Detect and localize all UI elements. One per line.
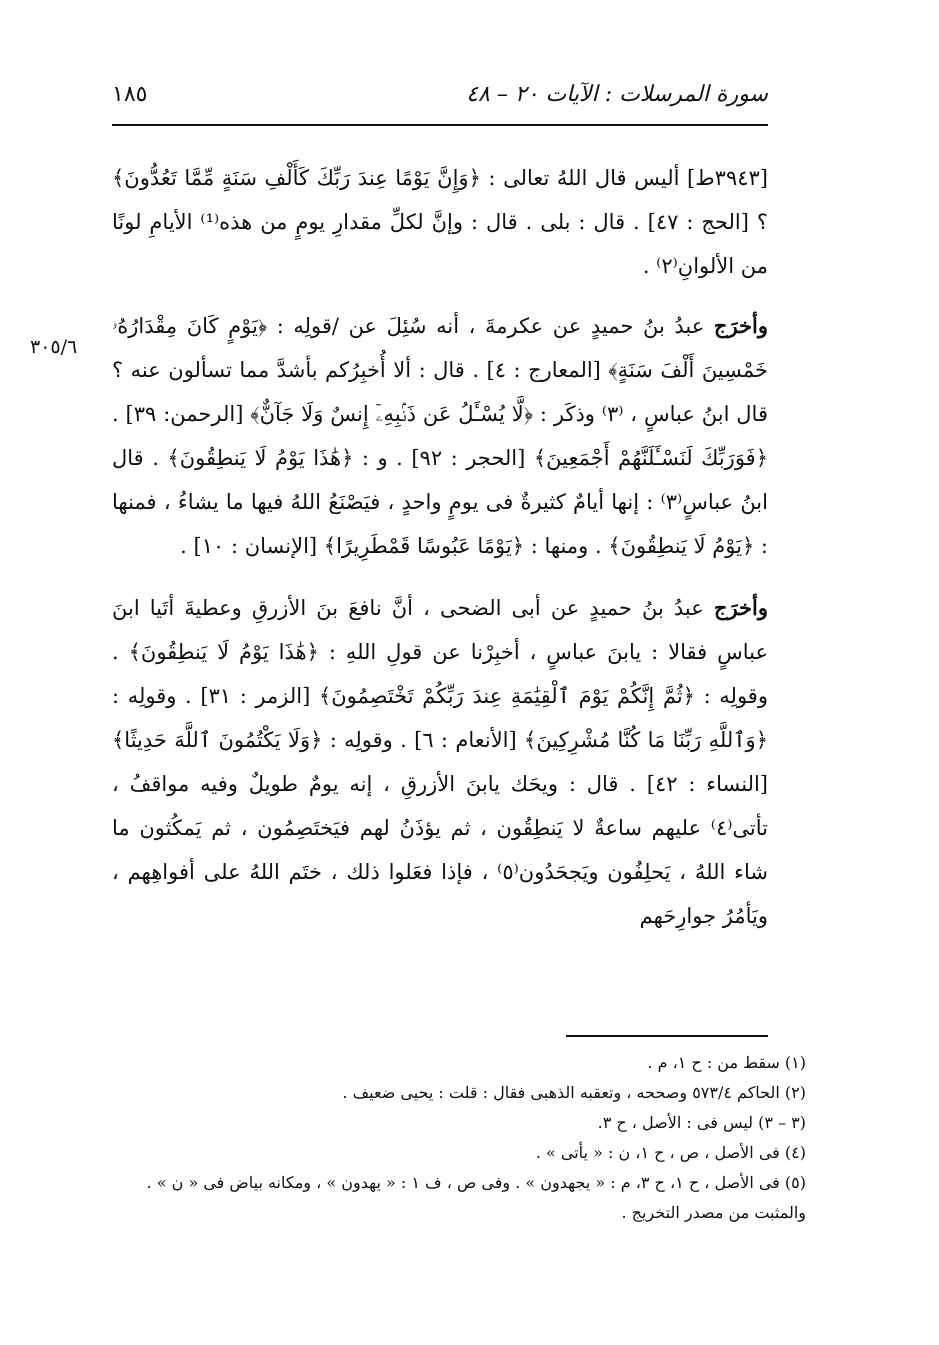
paragraph-2 xyxy=(112,304,768,568)
paragraph-text: [٣٩٤٣ط] أليس قال اللهُ تعالى : ﴿وَإِنَّ يَوْمًا عِندَ رَبِّكَ كَأَلْفِ سَنَةٍ مِّمَّا تَعُدُّونَ﴾ ؟ [الحج : ٤٧] . قال : بلى . قال : وإنَّ لكلِّ مقدارِ يومٍ من هذه⁽¹⁾ الأيامِ لونًا من الألوانِ⁽٢⁾ . xyxy=(112,166,768,278)
paragraph-text: عبدُ بنُ حميدٍ عن أبى الضحى ، أنَّ نافعَ بنَ الأزرقِ وعطيةَ أتَيا ابنَ عباسٍ فقالا : يابنَ عباسٍ ، أخبِرْنا عن قولِ اللهِ : ﴿هَٰذَا يَوْمُ لَا يَنطِقُونَ﴾ . وقولِه : ﴿ثُمَّ إِنَّكُمْ يَوْمَ ٱلْقِيَٰمَةِ عِندَ رَبِّكُمْ تَخْتَصِمُونَ﴾ [الزمر : ٣١] . وقولِه : ﴿وَٱللَّهِ رَبِّنَا مَا كُنَّا مُشْرِكِينَ﴾ [الأنعام : ٦] . وقولِه : ﴿وَلَا يَكْتُمُونَ ٱللَّهَ حَدِيثًا﴾ [النساء : ٤٢] . قال : ويحَك يابنَ الأزرقِ ، إنه يومٌ طويلٌ وفيه مواقفُ ، تأتى⁽٤⁾ عليهم ساعةٌ لا يَنطِقُون ، ثم يؤذَنُ لهم فيَختَصِمُون ، ثم يَمكُثون ما شاء اللهُ ، يَحلِفُون ويَجحَدُون⁽٥⁾ ، فإذا فعَلوا ذلك ، ختَم اللهُ على أفواهِهم ، ويَأمُرُ جوارِحَهم xyxy=(112,596,768,928)
paragraph-lead-word: وأخرَج xyxy=(713,595,768,620)
paragraph-lead-word: وأخرَج xyxy=(713,313,768,338)
page-header xyxy=(112,82,768,118)
main-text xyxy=(112,156,768,954)
footnote-1: (١) سقط من : ح ١، م . xyxy=(647,1053,806,1072)
running-title: سورة المرسلات : الآيات ٢٠ – ٤٨ xyxy=(466,82,768,107)
footnote-5: (٥) فى الأصل ، ح ١، ح ٣، م : « يجهدون » . وفى ص ، ف ١ : « يهدون » ، ومكانه بياض فى « ن » . والمثبت من مصدر التخريج . xyxy=(146,1173,806,1222)
footnote-separator xyxy=(566,1035,768,1037)
paragraph-text: عبدُ بنُ حميدٍ عن عكرمةَ ، أنه سُئِلَ عن /قولِه : ﴿يَوْمٍ كَانَ مِقْدَارُهُۥ خَمْسِينَ أَلْفَ سَنَةٍ﴾ [المعارج : ٤] . قال : ألا أُخبِرُكم بأشدَّ مما تسألون عنه ؟ قال ابنُ عباسٍ ، ⁽٣⁾ وذكَر : ﴿لَّا يُسْـَٔلُ عَن ذَنۢبِهِۦٓ إِنسٌ وَلَا جَآنٌّ﴾ [الرحمن: ٣٩] . ﴿فَوَرَبِّكَ لَنَسْـَٔلَنَّهُمْ أَجْمَعِينَ﴾ [الحجر : ٩٢] . و : ﴿هَٰذَا يَوْمُ لَا يَنطِقُونَ﴾ . قال ابنُ عباسٍ⁽٣⁾ : إنها أيامٌ كثيرةٌ فى يومٍ واحدٍ ، فيَصْنَعُ اللهُ فيها ما يشاءُ ، فمنها : ﴿يَوْمُ لَا يَنطِقُونَ﴾ . ومنها : ﴿يَوْمًا عَبُوسًا قَمْطَرِيرًا﴾ [الإنسان : ١٠] . xyxy=(112,314,769,558)
footnote-3: (٣ – ٣) ليس فى : الأصل ، ح ٣. xyxy=(597,1113,806,1132)
paragraph-3 xyxy=(112,586,768,938)
footnote-2: (٢) الحاكم ٥٧٣/٤ وصححه ، وتعقبه الذهبى فقال : قلت : يحيى ضعيف . xyxy=(342,1083,806,1102)
footnote-4: (٤) فى الأصل ، ص ، ح ١، ن : « يأتى » . xyxy=(535,1143,806,1162)
margin-volume-page-note: ٣٠٥/٦ xyxy=(30,336,78,358)
page-number: ١٨٥ xyxy=(112,82,148,107)
footnotes xyxy=(112,1048,806,1228)
header-rule xyxy=(112,124,768,126)
paragraph-1 xyxy=(112,156,768,288)
